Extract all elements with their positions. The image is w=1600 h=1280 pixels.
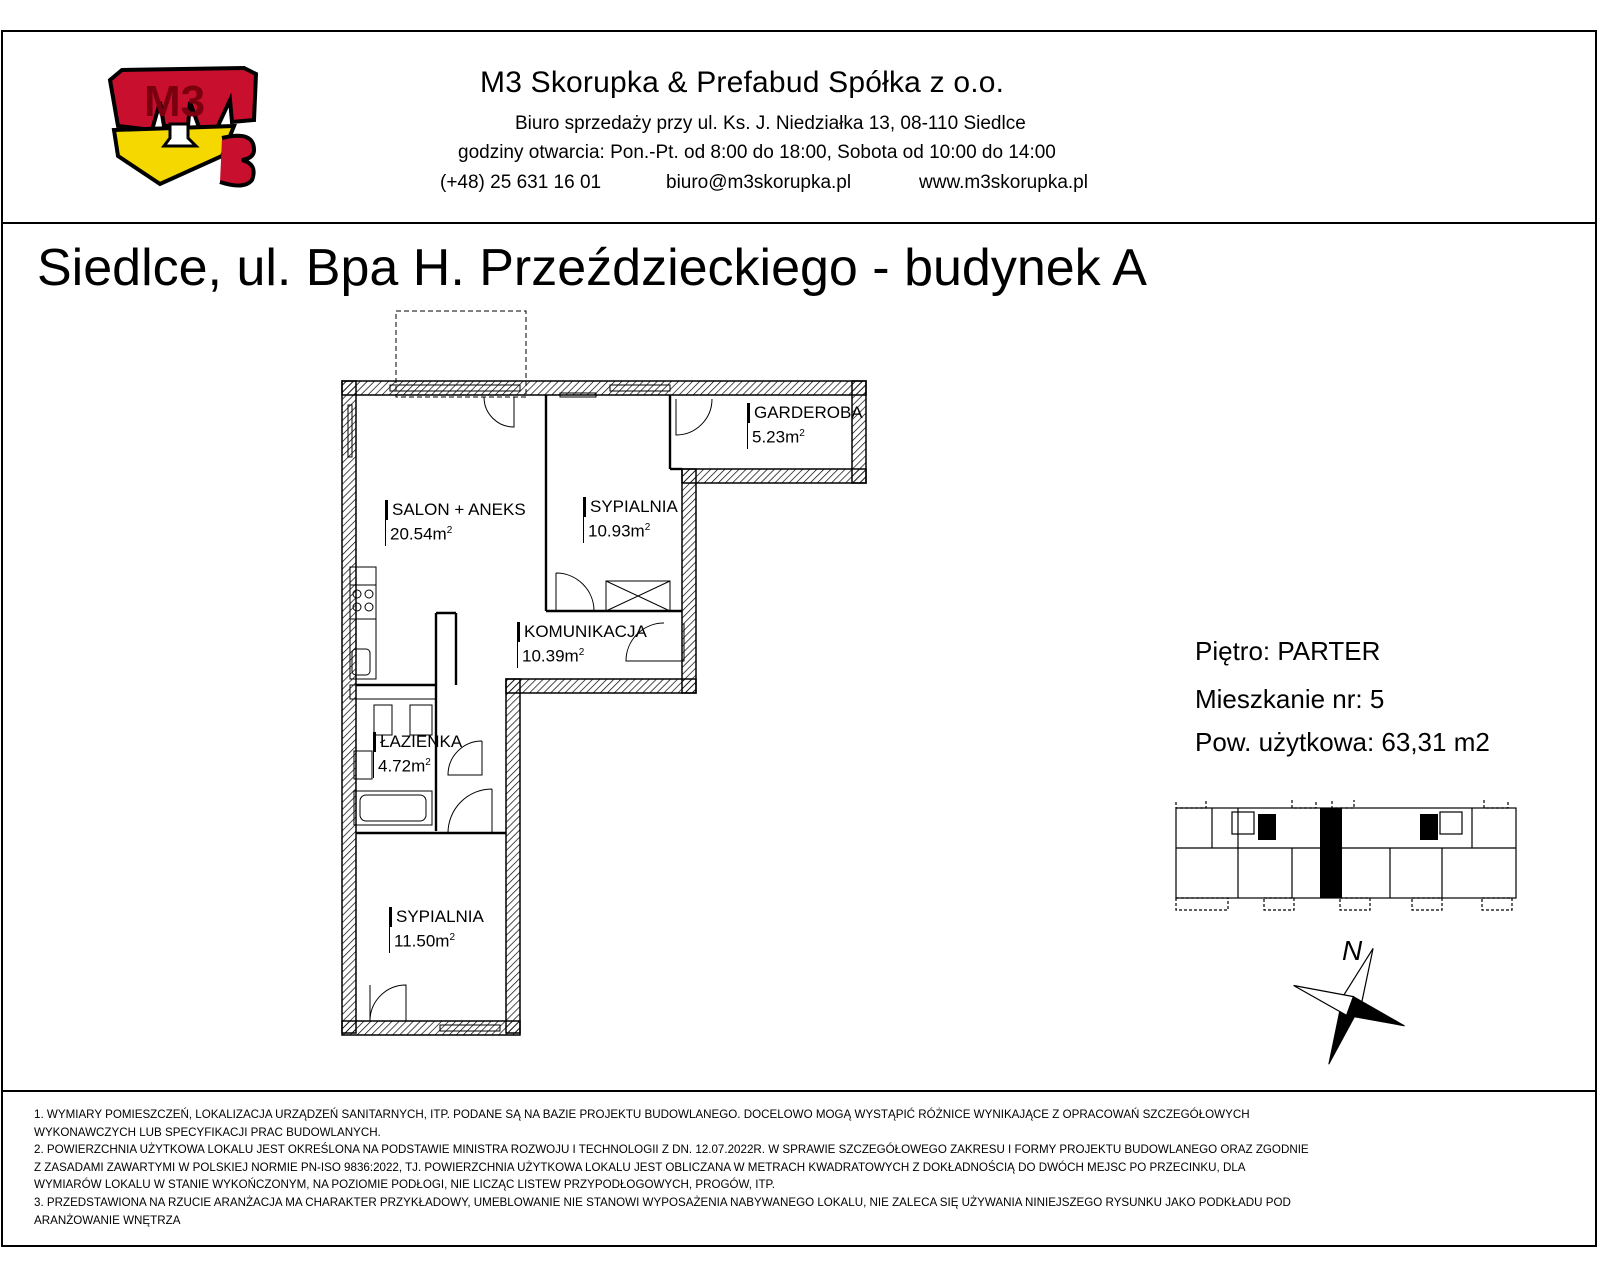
room-wardrobe — [747, 403, 863, 449]
company-name: M3 Skorupka & Prefabud Spółka z o.o. — [480, 66, 1005, 99]
room-bedroom-1-area: 10.93m — [588, 521, 645, 541]
office-address: Biuro sprzedaży przy ul. Ks. J. Niedziałka 13, 08-110 Siedlce — [515, 113, 1026, 134]
room-wardrobe-area: 5.23m — [752, 427, 800, 447]
room-bathroom — [373, 732, 462, 778]
note-line-3: 2. POWIERZCHNIA UŻYTKOWA LOKALU JEST OKREŚLONA NA PODSTAWIE MINISTRA ROZWOJU I TECHNOLOGII Z DN. 12.07.2022R. W SPRAWIE SZCZEGÓŁOWEGO ZAKRESU I FORMY PROJEKTU BUDOWLANEGO ORAZ ZGODNIE — [34, 1143, 1309, 1157]
note-line-1: 1. WYMIARY POMIESZCZEŃ, LOKALIZACJA URZĄDZEŃ SANITARNYCH, ITP. PODANE SĄ NA BAZIE PROJEKTU BUDOWLANEGO. DOCELOWO MOGĄ WYSTĄPIĆ RÓŻNICE WYNIKAJĄCE Z OPRACOWAŃ SZCZEGÓŁOWYCH — [34, 1108, 1250, 1121]
room-salon-name: SALON + ANEKS — [385, 500, 526, 520]
room-bedroom-2 — [389, 907, 484, 953]
room-hall-area: 10.39m — [522, 646, 579, 666]
note-line-4: Z ZASADAMI ZAWARTYMI W POLSKIEJ NORMIE PN-ISO 9836:2022, TJ. POWIERZCHNIA UŻYTKOWA LOKALU JEST OBLICZANA W METRACH KWADRATOWYCH Z DOKŁADNOŚCIĄ DO DWÓCH MEJSC PO PRZECINKU, DLA — [34, 1160, 1246, 1174]
wardrobe-closet — [606, 581, 670, 611]
room-bedroom-1-name: SYPIALNIA — [583, 497, 678, 517]
usable-area: Pow. użytkowa: 63,31 m2 — [1195, 727, 1490, 757]
room-salon — [385, 500, 526, 546]
room-wardrobe-name: GARDEROBA — [747, 403, 863, 423]
room-bedroom-2-area: 11.50m — [394, 931, 450, 951]
logo-mark: M3 — [144, 77, 206, 126]
sup-2: 2 — [446, 525, 453, 536]
sup-2: 2 — [578, 647, 585, 658]
apartment-number: Mieszkanie nr: 5 — [1195, 684, 1385, 714]
opening-hours: godziny otwarcia: Pon.-Pt. od 8:00 do 18:00, Sobota od 10:00 do 14:00 — [458, 142, 1056, 163]
sup-2: 2 — [425, 757, 431, 768]
room-hall-name: KOMUNIKACJA — [517, 622, 647, 642]
note-line-6: 3. PRZEDSTAWIONA NA RZUCIE ARANŻACJA MA CHARAKTER PRZYKŁADOWY, UMEBLOWANIE NIE STANOWI WYPOSAŻENIA NABYWANEGO LOKALU, NIE ZALECA SIĘ UŻYWANIA NINIEJSZEGO RYSUNKU JAKO PODKŁADU POD — [34, 1195, 1291, 1209]
phone-number: (+48) 25 631 16 01 — [440, 172, 602, 193]
company-logo — [104, 60, 264, 190]
page-title: Siedlce, ul. Bpa H. Przeździeckiego - budynek A — [37, 239, 1147, 297]
building-key-plan — [1172, 800, 1532, 935]
website-url: www.m3skorupka.pl — [919, 172, 1088, 193]
room-bathroom-name: ŁAZIENKA — [373, 732, 462, 752]
email-address: biuro@m3skorupka.pl — [666, 172, 852, 193]
notes-block — [34, 1106, 1564, 1229]
header-divider — [1, 222, 1597, 224]
apartment-location-marker — [1320, 808, 1342, 898]
room-bedroom-2-name: SYPIALNIA — [389, 907, 484, 927]
floor-label: Piętro: PARTER — [1195, 636, 1381, 666]
room-bathroom-area: 4.72m — [378, 756, 426, 776]
note-line-2: WYKONAWCZYCH LUB SPECYFIKACJI PRAC BUDOWLANYCH. — [34, 1125, 381, 1139]
room-bedroom-1 — [583, 497, 678, 543]
room-hall — [517, 622, 647, 668]
room-salon-area: 20.54m — [390, 524, 447, 544]
compass-north-label: N — [1342, 940, 1363, 966]
note-line-7: ARANŻOWANIE WNĘTRZA — [34, 1213, 181, 1227]
kitchen-unit — [350, 567, 436, 699]
north-compass-icon — [1290, 940, 1410, 1070]
sup-2: 2 — [799, 428, 805, 439]
sup-2: 2 — [449, 932, 456, 943]
note-line-5: WYMIARÓW LOKALU W STANIE WYKOŃCZONYM, NA POZIOMIE PODŁOGI, NIE LICZĄC LISTEW PRZYPODŁOGOWYCH, PROGÓW, ITP. — [34, 1178, 776, 1192]
sup-2: 2 — [644, 522, 651, 533]
